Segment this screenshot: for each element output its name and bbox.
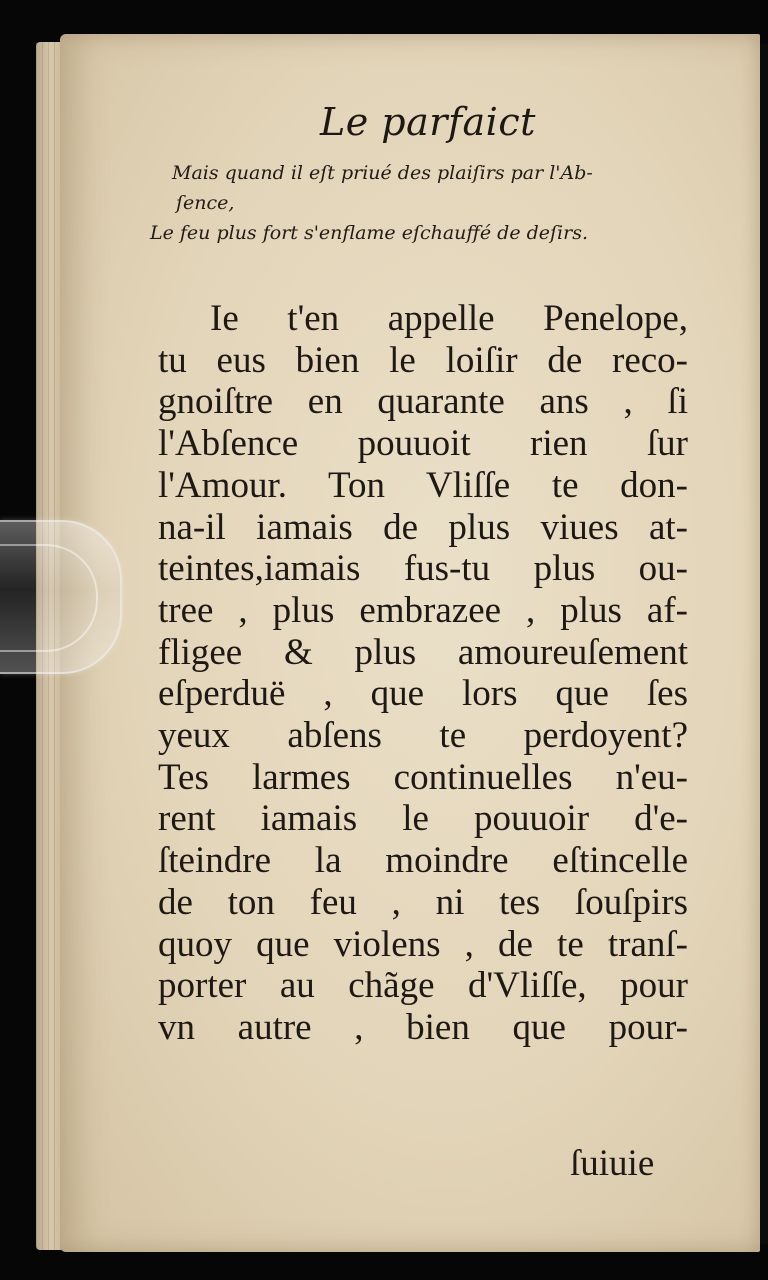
text-line: rent iamais le pouuoir d'e- [158, 798, 688, 840]
verse-quote [150, 158, 710, 248]
text-line: ſteindre la moindre eſtincelle [158, 840, 688, 882]
text-line: tree , plus embrazee , plus af- [158, 589, 688, 631]
verse-line: Mais quand il eſt priué des plaiſirs par l'Ab- [172, 162, 593, 184]
text-line: tu eus bien le loiſir de reco- [158, 339, 688, 381]
book-clip [0, 520, 122, 674]
text-line: Tes larmes continuelles n'eu- [158, 756, 688, 798]
text-line: vn autre , bien que pour- [158, 1006, 688, 1048]
text-line: gnoiſtre en quarante ans , ſi [158, 381, 688, 423]
text-line: yeux abſens te perdoyent? [158, 715, 688, 757]
body-paragraph [158, 298, 688, 1049]
verse-line: ſence, [176, 192, 235, 214]
verse-line: Le feu plus fort s'enflame eſchauffé de deſirs. [150, 222, 589, 244]
running-head: Le parfaict [320, 100, 536, 144]
page-gutter-shadow [760, 44, 768, 1244]
book-clip-inner [0, 544, 98, 652]
text-line: na-il iamais de plus viues at- [158, 506, 688, 548]
text-line: Ie t'en appelle Penelope, [210, 298, 688, 339]
catchword: ſuiuie [570, 1143, 655, 1184]
text-line: porter au chãge d'Vliſſe, pour [158, 965, 688, 1007]
text-line: l'Abſence pouuoit rien ſur [158, 423, 688, 465]
text-line: quoy que violens , de te tranſ- [158, 923, 688, 965]
text-line: fligee & plus amoureuſement [158, 631, 688, 673]
text-line: de ton feu , ni tes ſouſpirs [158, 881, 688, 923]
text-line: eſperduë , que lors que ſes [158, 673, 688, 715]
text-line: l'Amour. Ton Vliſſe te don- [158, 464, 688, 506]
text-line: teintes,iamais fus-tu plus ou- [158, 548, 688, 590]
